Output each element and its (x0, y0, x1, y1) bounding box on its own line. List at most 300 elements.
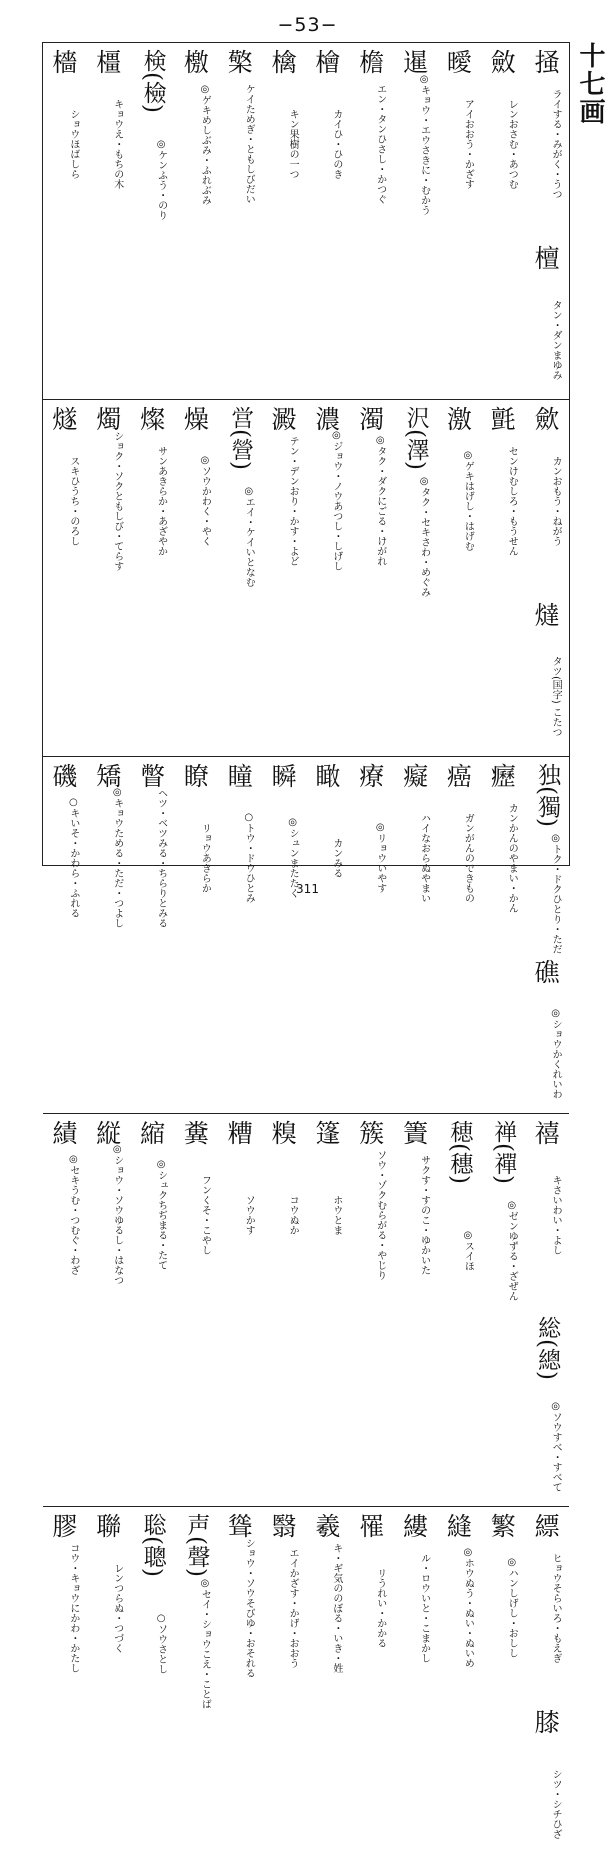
kanji-character: 績 (52, 1118, 78, 1148)
on-reading: シツ・シチ (550, 1768, 562, 1819)
kanji-character: 聯 (96, 1511, 122, 1541)
kanji-character: 檠 (227, 48, 253, 77)
on-reading: サク (418, 1154, 430, 1175)
kun-reading: する・みがく・うつ (550, 109, 562, 199)
kanji-entry (218, 1507, 262, 1703)
on-reading: エン・タン (374, 84, 386, 134)
on-reading: エイ (287, 1547, 299, 1568)
kanji-entry (262, 1507, 306, 1703)
kanji-readings (401, 799, 431, 917)
kun-reading: こえ・ことば (199, 1649, 211, 1710)
kanji-readings (269, 1156, 299, 1274)
kanji-readings (488, 1192, 518, 1310)
on-reading: タツ (550, 656, 562, 677)
kanji-entry (525, 596, 569, 756)
on-reading: レン (506, 99, 518, 119)
kun-reading: ためぎ・ともしびだい (243, 104, 255, 204)
kanji-readings (313, 1156, 343, 1274)
kun-reading: けむしろ・もうせん (506, 465, 518, 556)
kanji-readings (181, 1578, 211, 1710)
on-reading: ケイ (243, 84, 255, 104)
kanji-entry (438, 43, 482, 239)
kun-reading: 果樹の一つ (287, 129, 299, 179)
kanji-entry (481, 400, 525, 596)
on-reading: キ・ギ (330, 1542, 342, 1573)
kanji-readings (532, 442, 562, 560)
on-reading: サン (155, 445, 167, 466)
kun-reading: とま (330, 1214, 342, 1235)
kun-reading: がんのできもの (462, 832, 474, 903)
kanji-readings (444, 85, 474, 203)
kun-reading: さとし (155, 1644, 167, 1675)
kanji-readings (313, 1542, 343, 1673)
kun-reading: ふう・のり (155, 170, 167, 221)
kanji-readings (313, 799, 343, 917)
kanji-character: 瞬 (271, 761, 297, 791)
kun-reading: すべ・すべて (550, 1432, 562, 1493)
kanji-character: 歛 (534, 404, 560, 434)
kanji-character: 療 (359, 761, 385, 791)
kanji-entry (481, 1507, 525, 1703)
kanji-readings (94, 85, 124, 203)
kanji-readings (401, 1549, 431, 1667)
on-reading: ◎タク・ダク (374, 435, 386, 497)
kun-reading: にかわ・かたし (67, 1602, 79, 1673)
on-reading: ソウ (243, 1194, 255, 1215)
kanji-readings (94, 430, 124, 571)
on-reading: ガン (462, 812, 474, 833)
kanji-character: 檀 (534, 243, 560, 273)
kanji-character: 矯 (96, 761, 122, 791)
kanji-entry (175, 43, 219, 239)
kanji-readings (225, 1537, 255, 1678)
kanji-character: 総(總) (534, 1315, 561, 1380)
on-reading: ◎タク・セキ (418, 476, 430, 538)
kanji-character: 禅(禪) (490, 1119, 517, 1184)
kanji-entry (438, 1114, 482, 1310)
kun-reading: いと・こまかし (418, 1592, 430, 1663)
kanji-character: 檄 (183, 48, 209, 77)
kanji-entry (481, 1114, 525, 1310)
footer-number: 311 (296, 882, 319, 896)
kun-reading: ほばしら (67, 139, 79, 179)
kanji-readings (181, 442, 211, 560)
kanji-readings (269, 799, 299, 917)
on-reading: ◎シュク (155, 1159, 167, 1201)
kanji-entry (131, 1507, 175, 1703)
on-reading: キョウ (111, 99, 123, 129)
kanji-character: 羲 (315, 1511, 341, 1541)
kun-reading: おもう・ねがう (550, 475, 562, 546)
kanji-character: 縹 (534, 1511, 560, 1541)
kanji-entry (87, 400, 131, 596)
kanji-readings (138, 1585, 168, 1703)
on-reading: ○トウ・ドウ (243, 812, 255, 874)
kanji-readings (357, 1149, 387, 1280)
kanji-entry (131, 1114, 175, 1310)
on-reading: ◎スイ (462, 1230, 474, 1262)
kanji-entry (43, 1114, 87, 1310)
kanji-character: 膠 (52, 1511, 78, 1541)
kun-reading: ひとり・ただ (550, 894, 562, 955)
kanji-readings (444, 799, 474, 917)
on-reading: アイ (462, 99, 474, 119)
kanji-entry (525, 1703, 569, 1863)
kun-reading: ぬか (287, 1214, 299, 1235)
on-reading: ◎キョウ (111, 787, 123, 829)
kanji-readings (532, 995, 562, 1113)
kanji-entry (306, 1507, 350, 1703)
kun-reading: みる (330, 857, 342, 878)
kanji-character: 癡 (403, 761, 429, 791)
kanji-entry (394, 757, 438, 953)
kanji-entry (43, 1507, 87, 1703)
kanji-character: 聳 (227, 1511, 253, 1541)
on-reading: カイ (330, 109, 342, 129)
kanji-readings (532, 638, 562, 756)
kanji-readings (50, 1156, 80, 1274)
kun-reading: ひ・ひのき (330, 129, 342, 179)
kanji-entry (438, 400, 482, 596)
kanji-readings (181, 85, 211, 203)
kanji-character: 曖 (446, 48, 472, 77)
kanji-character: 橿 (96, 48, 122, 77)
kun-reading: ぬう・ぬい・ぬいめ (462, 1578, 474, 1669)
on-reading: タン・ダン (550, 299, 562, 350)
on-reading: ◎ショウ・ソウ (111, 1144, 123, 1216)
kun-reading: かざす・かげ・おおう (287, 1567, 299, 1668)
kanji-readings (50, 85, 80, 203)
kanji-readings (50, 799, 80, 917)
kanji-readings (225, 1156, 255, 1274)
kanji-entry (394, 400, 438, 596)
on-reading: キ (550, 1174, 562, 1185)
kanji-row (43, 1114, 569, 1507)
on-reading: ○ソウ (155, 1613, 167, 1645)
kanji-readings (138, 442, 168, 560)
kanji-character: 糟 (227, 1118, 253, 1148)
kanji-readings (444, 1192, 474, 1310)
kun-reading: ちぢまる・たて (155, 1200, 167, 1271)
kun-reading: いやす (374, 863, 386, 894)
on-reading: ◎ゲキ (462, 450, 474, 482)
kanji-entry (525, 953, 569, 1113)
kanji-entry (394, 43, 438, 239)
on-reading: リョウ (199, 822, 211, 853)
kun-reading: す・すのこ・ゆかいた (418, 1174, 430, 1275)
kanji-character: 検(檢) (139, 49, 166, 113)
kanji-readings (532, 1388, 562, 1506)
kun-reading: え・もちの木 (111, 129, 123, 189)
kanji-entry (481, 43, 525, 239)
kun-reading: めしぶみ・ふれぶみ (199, 114, 211, 205)
kun-reading: おり・かす・よど (287, 485, 299, 566)
on-reading: フン (199, 1174, 211, 1195)
kanji-entry (131, 757, 175, 953)
kanji-entry (218, 757, 262, 953)
kanji-character: 燥 (183, 404, 209, 434)
kanji-character: 氈 (490, 404, 516, 434)
kanji-readings (357, 85, 387, 203)
kanji-character: 簀 (403, 1118, 429, 1148)
kanji-character: 縷 (403, 1511, 429, 1541)
on-reading: カン (506, 802, 518, 823)
kanji-character: 瞳 (227, 761, 253, 791)
kanji-character: 縫 (446, 1511, 472, 1541)
kun-reading: いそ・かわら・ふれる (67, 818, 79, 919)
kun-reading: ともしび・てらす (111, 490, 123, 571)
kanji-entry (350, 1114, 394, 1310)
kanji-entry (350, 400, 394, 596)
kanji-character: 斂 (490, 48, 516, 77)
kun-reading: うむ・つむぐ・わざ (67, 1185, 79, 1276)
kanji-readings (269, 435, 299, 566)
on-reading: ショウ (67, 109, 79, 139)
kanji-entry (43, 43, 87, 239)
kanji-row (43, 757, 569, 1114)
kanji-entry (350, 43, 394, 239)
kanji-readings (313, 430, 343, 572)
kanji-entry (43, 757, 87, 953)
on-reading: ◎ショウ (550, 1008, 562, 1050)
kanji-entry (87, 1114, 131, 1310)
kanji-entry (306, 400, 350, 596)
kanji-character: 糗 (271, 1118, 297, 1148)
kun-reading: おさむ・あつむ (506, 119, 518, 189)
kanji-readings (532, 281, 562, 399)
kun-reading: かす (243, 1214, 255, 1235)
kanji-readings (488, 442, 518, 560)
kanji-entry (262, 757, 306, 953)
kun-reading: なおらぬやまい (418, 832, 430, 903)
kanji-entry (131, 43, 175, 239)
kun-reading: ひさし・かつぐ (374, 134, 386, 204)
on-reading: キン (287, 109, 299, 129)
kanji-readings (138, 787, 168, 928)
kanji-character: 禧 (534, 1118, 560, 1148)
kanji-entry (306, 43, 350, 239)
on-reading: ◎ゲキ (199, 83, 211, 115)
kanji-readings (94, 1144, 124, 1286)
kanji-readings (138, 1156, 168, 1274)
kanji-entry (525, 400, 569, 596)
on-reading: ◎ケン (155, 139, 167, 171)
kanji-readings (532, 85, 562, 203)
kanji-entry (262, 1114, 306, 1310)
kanji-character: 癧 (490, 761, 516, 791)
kun-reading: ひうち・のろし (67, 475, 79, 546)
on-reading: スキ (67, 455, 79, 476)
kun-reading: はげし・はげむ (462, 481, 474, 552)
kanji-row (43, 400, 569, 757)
kanji-entry (525, 757, 569, 953)
kanji-readings (94, 787, 124, 929)
on-reading: ◎キョウ・エウ (418, 73, 430, 145)
kanji-character: 燭 (96, 404, 122, 434)
kanji-readings (357, 1549, 387, 1667)
kanji-readings (357, 799, 387, 917)
kanji-character: 営(營) (227, 405, 254, 470)
kun-reading: そらいろ・もえぎ (550, 1582, 562, 1663)
kun-reading: くそ・こやし (199, 1194, 211, 1255)
kanji-entry (306, 1114, 350, 1310)
on-reading: ヒョウ (550, 1552, 562, 1583)
on-reading: ハイ (418, 812, 430, 833)
kanji-readings (357, 435, 387, 567)
kanji-character: 檜 (315, 48, 341, 77)
kanji-readings (50, 1542, 80, 1673)
on-reading: ◎ジョウ・ノウ (330, 430, 342, 502)
kanji-readings (532, 1156, 562, 1274)
kanji-readings (94, 1549, 124, 1667)
kanji-character: 澱 (271, 404, 297, 434)
on-reading: ◎リョウ (374, 822, 386, 864)
on-reading: ◎ソウ (550, 1401, 562, 1433)
kanji-character: 糞 (183, 1118, 209, 1148)
kun-reading: さきに・むかう (418, 144, 430, 215)
on-reading: ソウ・ゾク (374, 1149, 386, 1200)
on-reading: ○キ (67, 797, 79, 819)
kun-reading: うれい・かかる (374, 1577, 386, 1648)
kanji-row (43, 1507, 569, 1863)
kanji-character: 檣 (52, 48, 78, 77)
kun-reading: (国字) こたつ (550, 676, 562, 738)
kanji-readings (225, 478, 255, 596)
kanji-character: 濁 (359, 404, 385, 434)
kanji-character: 掻 (534, 48, 560, 77)
on-reading: ◎セキ (67, 1154, 79, 1186)
kanji-character: 磯 (52, 761, 78, 791)
on-reading: コウ・キョウ (67, 1542, 79, 1603)
kanji-readings (401, 1156, 431, 1274)
kanji-entry (438, 757, 482, 953)
kanji-entry (175, 757, 219, 953)
kanji-readings (138, 121, 168, 239)
kanji-entry (218, 400, 262, 596)
on-reading: カン (330, 837, 342, 858)
on-reading: ◎ゼン (506, 1200, 518, 1232)
kanji-readings (444, 1549, 474, 1667)
on-reading: ル・ロウ (418, 1552, 430, 1593)
kanji-entry (87, 757, 131, 953)
kanji-character: 篷 (315, 1118, 341, 1148)
kanji-entry (87, 1507, 131, 1703)
on-reading: ◎ホウ (462, 1547, 474, 1579)
kanji-entry (525, 1507, 569, 1703)
kanji-entry (350, 1507, 394, 1703)
kanji-readings (269, 85, 299, 203)
kun-reading: さわ・めぐみ (418, 537, 430, 598)
kun-reading: かわく・やく (199, 486, 211, 547)
kanji-entry (394, 1114, 438, 1310)
on-reading: リ (374, 1567, 386, 1578)
kun-reading: ゆるし・はなつ (111, 1215, 123, 1286)
kun-reading: あきらか・あざやか (155, 465, 167, 556)
kun-reading: またたく (287, 858, 299, 899)
kun-reading: かんのやまい・かん (506, 822, 518, 913)
kun-reading: つらぬ・つづく (111, 1582, 123, 1653)
kun-reading: 気ののぼる・いき・姓 (330, 1572, 342, 1673)
on-reading: ◎エイ・ケイ (243, 486, 255, 548)
kanji-entry (218, 43, 262, 239)
on-reading: テン・デン (287, 435, 299, 486)
kanji-character: 激 (446, 404, 472, 434)
on-reading: レン (111, 1562, 123, 1583)
kanji-readings (225, 799, 255, 917)
kanji-readings (181, 799, 211, 917)
kanji-readings (488, 85, 518, 203)
kanji-readings (401, 73, 431, 215)
kanji-entry (175, 400, 219, 596)
on-reading: ライ (550, 89, 562, 109)
kun-reading: むらがる・やじり (374, 1199, 386, 1280)
kanji-character: 翳 (271, 1511, 297, 1541)
kanji-readings (532, 1745, 562, 1863)
kanji-character: 縦 (96, 1118, 122, 1148)
kanji-readings (444, 442, 474, 560)
kanji-entry (525, 239, 569, 399)
kanji-entry (350, 757, 394, 953)
kanji-character: 声(聲) (183, 1512, 210, 1577)
kanji-character: 独(獨) (534, 762, 561, 827)
kanji-readings (181, 1156, 211, 1274)
on-reading: コウ (287, 1194, 299, 1215)
kanji-entry (262, 43, 306, 239)
kanji-entry (306, 757, 350, 953)
kanji-entry (438, 1507, 482, 1703)
kun-reading: ひざ (550, 1818, 562, 1839)
page-number: −53− (277, 14, 338, 36)
kanji-readings (401, 478, 431, 596)
kun-reading: そびゆ・おそれる (243, 1597, 255, 1678)
kanji-entry (175, 1507, 219, 1710)
kanji-character: 聡(聰) (139, 1512, 166, 1577)
kanji-entry (87, 43, 131, 239)
on-reading: ショク・ソク (111, 430, 123, 491)
stroke-count-heading: 十七画 (575, 42, 605, 126)
on-reading: ◎シュン (287, 817, 299, 859)
on-reading: ◎ソウ (199, 455, 211, 487)
kanji-entry (175, 1114, 219, 1310)
on-reading: ◎セイ・ショウ (199, 1578, 211, 1650)
kanji-entry (131, 400, 175, 596)
kun-reading: ゆずる・ざぜん (506, 1231, 518, 1302)
kun-reading: みる・ちらりとみる (155, 837, 167, 928)
kanji-character: 罹 (359, 1511, 385, 1541)
kun-reading: しげし・おしし (506, 1588, 518, 1659)
kanji-character: 檎 (271, 48, 297, 77)
kanji-character: 礁 (534, 957, 560, 987)
kanji-readings (488, 1549, 518, 1667)
kanji-entry (525, 1310, 569, 1506)
kanji-character: 膝 (534, 1707, 560, 1737)
kanji-readings (313, 85, 343, 203)
kanji-character: 沢(澤) (402, 405, 429, 470)
on-reading: ◎ハン (506, 1557, 518, 1589)
kanji-character: 簇 (359, 1118, 385, 1148)
kanji-entry (43, 400, 87, 596)
kanji-readings (532, 1549, 562, 1667)
kanji-entry (262, 400, 306, 596)
on-reading: ホウ (330, 1194, 342, 1215)
kanji-character: 濃 (315, 404, 341, 434)
kun-reading: ためる・ただ・つよし (111, 828, 123, 929)
kanji-character: 燧 (52, 404, 78, 434)
kanji-entry (481, 757, 525, 953)
kun-reading: にごる・けがれ (374, 496, 386, 567)
on-reading: カン (550, 455, 562, 476)
kanji-entry (218, 1114, 262, 1310)
